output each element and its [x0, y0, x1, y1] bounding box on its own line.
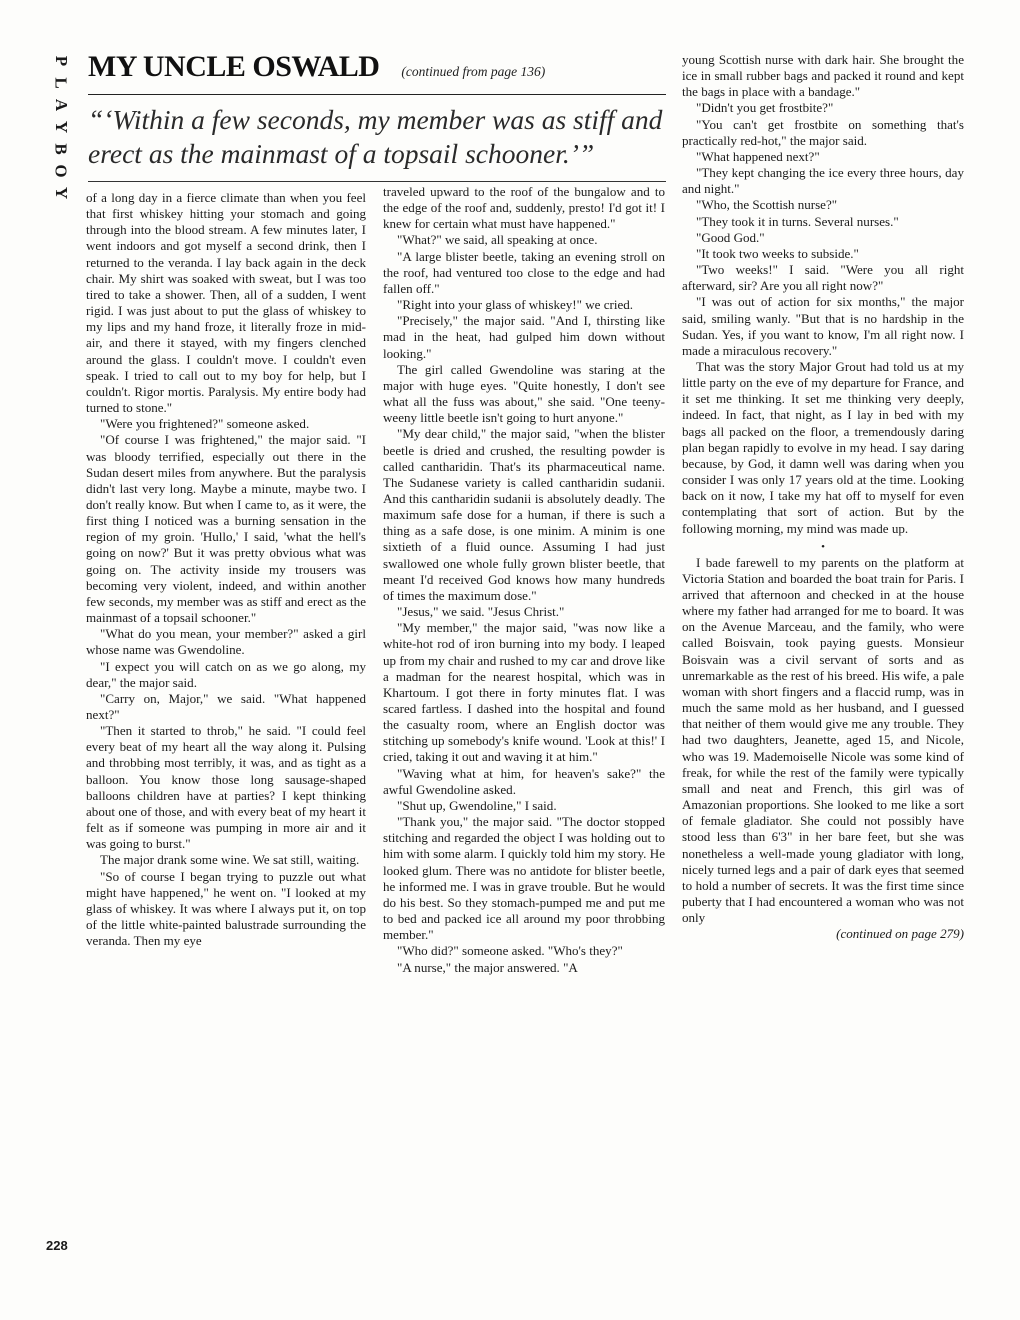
article-title: MY UNCLE OSWALD [88, 50, 380, 83]
paragraph: "Right into your glass of whiskey!" we cried. [397, 297, 634, 313]
paragraph: "Shut up, Gwendoline," I said. [397, 797, 557, 813]
paragraph: The major drank some wine. We sat still, waiting. [100, 852, 360, 868]
pull-quote: “‘Within a few seconds, my member was as stiff and erect as the mainmast of a topsail schooner.’” [88, 104, 663, 169]
pull-quote-rule [88, 181, 666, 182]
side-label-letter: O [51, 164, 71, 178]
text-column-3 [682, 52, 964, 942]
side-label-letter: L [52, 77, 71, 89]
paragraph: "I expect you will catch on as we go along, my dear," the major said. [86, 658, 366, 690]
paragraph: "Thank you," the major said. "The doctor stopped stitching and regarded the object I was holding out to him with some alarm. I quickly told him my story. He looked glum. There was no antidote for blister beetle, he informed me. I was in grave trouble. But he would do his best. So they stomach-pumped me and put me to bed and packed ice all around my poor throbbing member." [383, 814, 665, 943]
paragraph: The girl called Gwendoline was staring at the major with huge eyes. "Quite honestly, I don't see what all the fuss was about," she said. "One teeny-weeny little beetle isn't going to hurt anyone." [383, 361, 665, 426]
paragraph: "You can't get frostbite on something that's practically red-hot," the major said. [682, 116, 964, 148]
paragraph: "What?" we said, all speaking at once. [397, 232, 598, 248]
paragraph: That was the story Major Grout had told us at my little party on the eve of my departure for France, and it set me thinking. It set me thinking very deeply, indeed. In fact, that night, as I lay in bed with my bags all packed on the floor, a tremendously daring plan began rapidly to evolve in my head. I say daring because, by God, it damn well was daring when you consider I was only 17 years old at the time. Looking back on it now, I take my hat off to myself for even contemplating that sort of action. But by the following morning, my mind was made up. [682, 358, 964, 536]
paragraph: "Then it started to throb," he said. "I could feel every beat of my heart all the way along it. Pulsing and throbbing most terribly, it was, and as tight as a balloon. You know those long sausage-shaped balloons children have at parties? I kept thinking about one of those, and with every beat of my heart it felt as if someone was pumping in more air and it was going to burst." [86, 723, 366, 852]
paragraph: "Who, the Scottish nurse?" [696, 197, 838, 213]
paragraph: "They kept changing the ice every three hours, day and night." [682, 165, 964, 197]
section-break-dot: • [821, 540, 825, 553]
paragraph: "Waving what at him, for heaven's sake?" the awful Gwendoline asked. [383, 765, 665, 797]
paragraph: "Two weeks!" I said. "Were you all right afterward, sir? Are you all right now?" [682, 262, 964, 294]
text-column-1 [86, 190, 366, 949]
paragraph: "A large blister beetle, taking an evening stroll on the roof, had ventured too close to the edge and had fallen off." [383, 248, 665, 296]
page-number: 228 [46, 1238, 68, 1253]
paragraph: traveled upward to the roof of the bungalow and to the edge of the roof and, suddenly, presto! I'd got it! I knew for certain what must have happened." [383, 184, 665, 232]
article-header [88, 50, 666, 182]
title-row [88, 50, 666, 84]
paragraph: I bade farewell to my parents on the platform at Victoria Station and boarded the boat train for Paris. I arrived that afternoon and checked in at the house where my father had arranged for me to board. It was on the Avenue Marceau, and the family, who were called Boisvain, took paying guests. Monsieur Boisvain was a civil servant of sorts and as unremarkable as the rest of his breed. His wife, a pale woman with short fingers and a flaccid rump, was in much the same mold as her husband, and I guessed that neither of them would give me any trouble. They had two daughters, Jeanette, aged 15, and Nicole, who was 19. Mademoiselle Nicole was some kind of freak, for while the rest of the family were typically small and neat and French, this girl was of Amazonian proportions. She looked to me like a sort of female gladiator. She could not possibly have stood less than 6'3" in her bare feet, but she was nonetheless a well-made young gladiator with long, nicely turned legs and a pair of dark eyes that seemed to hold a number of secrets. It was the first time since puberty that I had encountered a woman who was not only [682, 554, 964, 926]
side-label-letter: B [52, 143, 71, 155]
magazine-side-label [50, 50, 72, 210]
side-label-letter: A [52, 98, 71, 112]
paragraph: "They took it in turns. Several nurses." [696, 213, 899, 229]
paragraph: "Who did?" someone asked. "Who's they?" [397, 943, 623, 959]
side-label-letter: Y [52, 120, 71, 134]
header-rule [88, 94, 666, 95]
continued-on-note: (continued on page 279) [836, 926, 964, 942]
paragraph: "What do you mean, your member?" asked a girl whose name was Gwendoline. [86, 626, 366, 658]
text-column-2 [383, 184, 665, 976]
paragraph: "I was out of action for six months," the major said, smiling wanly. "But that is no hardship in the Sudan. Yes, if you want to know, I'm all right now. I made a miraculous recovery." [682, 294, 964, 358]
paragraph: "What happened next?" [696, 148, 820, 164]
paragraph: "Of course I was frightened," the major said. "I was bloody terrified, especially out there in the Sudan desert miles from anywhere. But the paralysis didn't last very long. Maybe a minute, maybe two. I don't really know. But when I came to, as it were, the first thing I noticed was a burning sensation in the region of my groin. 'Hullo,' I said, 'what the hell's going on now?' But it was pretty obvious what was going on. The activity inside my trousers was becoming very violent, indeed, and within another few seconds, my member was as stiff and erect as the mainmast of a topsail schooner." [86, 432, 366, 626]
paragraph: "My member," the major said, "was now like a white-hot rod of iron burning into my body. I leaped up from my chair and rushed to my car and drove like a madman for the nearest hospital, which was in Khartoum. I got there in forty minutes flat. I was scared fartless. I dashed into the hospital and found the casualty room, where an English doctor was stitching up somebody's knife wound. 'Look at this!' I cried, taking it out and waving it at him." [383, 620, 665, 765]
continued-from-note: (continued from page 136) [401, 64, 546, 79]
paragraph: young Scottish nurse with dark hair. She brought the ice in small rubber bags and packed it round and kept the bags in place with a bandage." [682, 52, 964, 100]
paragraph: "A nurse," the major answered. "A [397, 959, 578, 975]
paragraph: "Carry on, Major," we said. "What happened next?" [86, 690, 366, 722]
paragraph: "My dear child," the major said, "when the blister beetle is dried and crushed, the resulting powder is called cantharidin. That's its pharmaceutical name. The Sudanese variety is called cantharidin sudanii. And this cantharidin sudanii is absolutely deadly. The maximum safe dose for a human, if there is such a thing as a safe dose, is one minim. A minim is one sixtieth of a fluid ounce. Assuming I had just swallowed one whole fully grown blister beetle, that meant I'd received God knows how many hundreds of times the maximum dose." [383, 426, 665, 603]
paragraph: "Jesus," we said. "Jesus Christ." [397, 604, 565, 620]
side-label-letter: P [51, 55, 71, 67]
paragraph: "Didn't you get frostbite?" [696, 100, 834, 116]
paragraph: "Precisely," the major said. "And I, thirsting like mad in the heat, had gulped him down without looking." [383, 313, 665, 361]
paragraph: "Were you frightened?" someone asked. [100, 416, 310, 432]
side-label-letter: Y [52, 186, 71, 200]
paragraph: "So of course I began trying to puzzle out what might have happened," he went on. "I looked at my glass of whiskey. It was where I always put it, on top of the little white-painted balustrade surrounding the veranda. Then my eye [86, 868, 366, 949]
paragraph: "Good God." [696, 229, 765, 245]
paragraph: of a long day in a fierce climate than when you feel that first whiskey hitting your stomach and going through into the blood stream. A few minutes later, I went indoors and got myself a second drink, then I returned to the veranda. I lay back again in the deck chair. My shirt was soaked with sweat, but I was too tired to take a shower. Then, all of a sudden, I went rigid. I was just about to put the glass of whiskey to my lips and my hand froze, it literally froze in mid-air, and there it stayed, with my fingers clenched around the glass. I couldn't move. I couldn't even speak. I tried to call out to my boy for help, but I couldn't. Rigor mortis. Paralysis. My entire body had turned to stone." [86, 190, 366, 416]
paragraph: "It took two weeks to subside." [696, 245, 859, 261]
